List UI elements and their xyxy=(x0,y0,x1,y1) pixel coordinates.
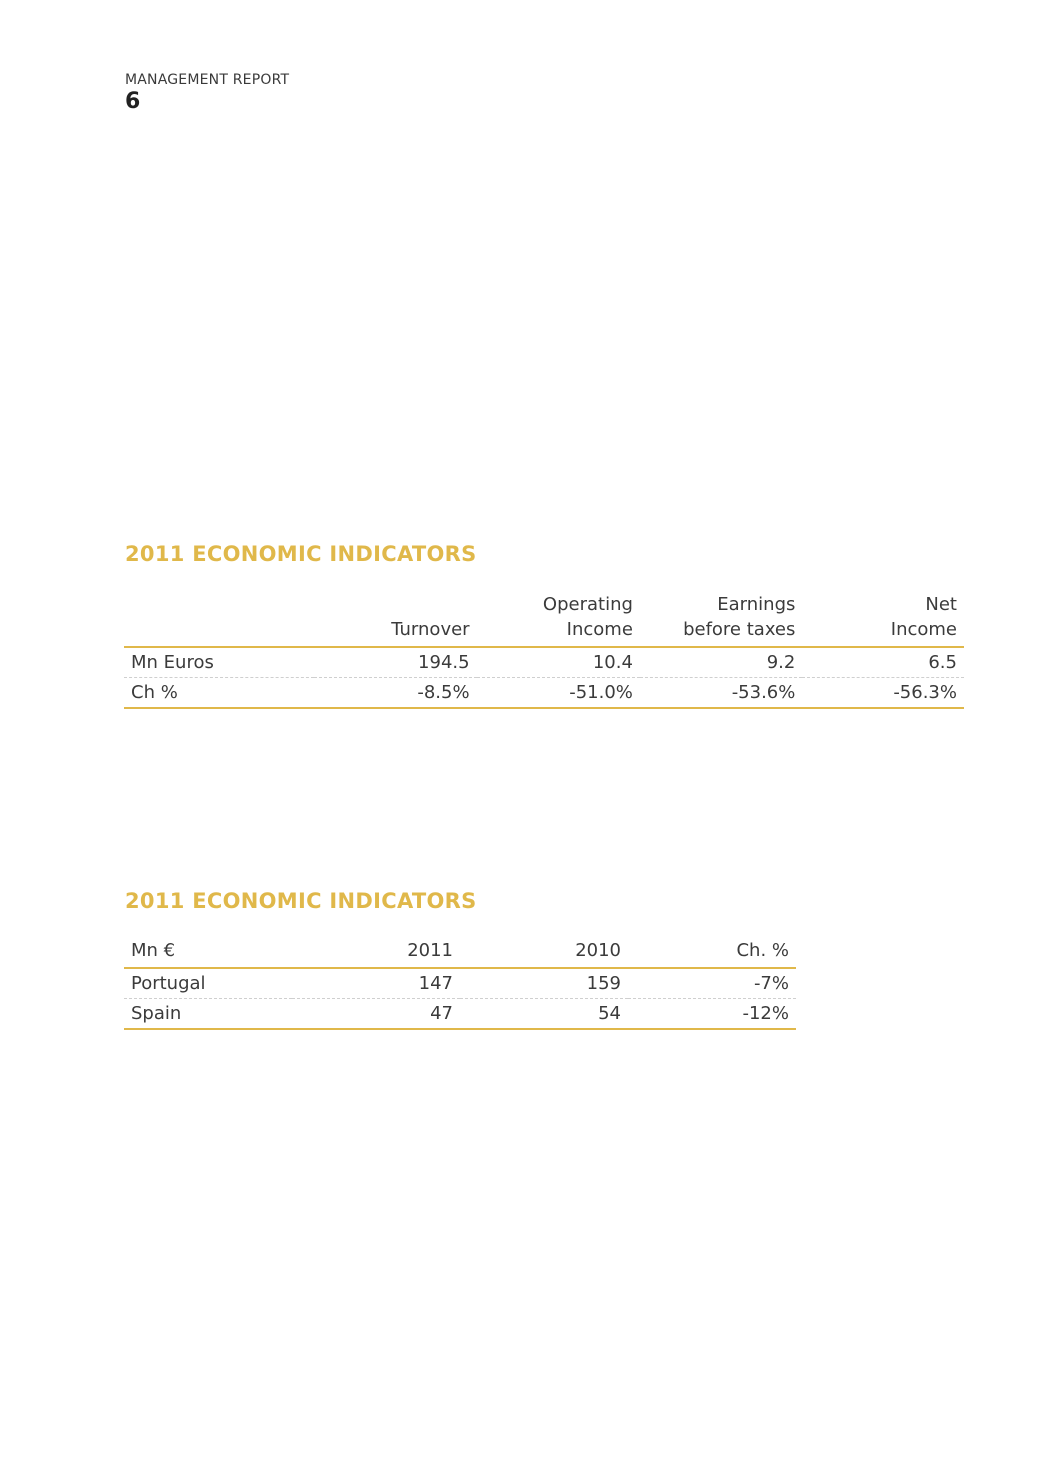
table-row xyxy=(124,968,796,999)
cell-value: 159 xyxy=(586,973,621,994)
header-cell-unit: Mn € xyxy=(131,940,176,961)
header-cell-earnings-before-taxes: Earnings before taxes xyxy=(683,594,796,640)
table-header-row xyxy=(124,592,964,647)
cell-value: -7% xyxy=(753,973,789,994)
indicators-table-title: 2011 ECONOMIC INDICATORS xyxy=(125,542,477,566)
cell-value: 9.2 xyxy=(766,652,796,673)
header-cell-empty xyxy=(124,592,314,647)
cell-value: 54 xyxy=(598,1003,621,1024)
header-cell-turnover: Turnover xyxy=(391,619,470,640)
header-cell-2011: 2011 xyxy=(407,940,453,961)
cell-value: 6.5 xyxy=(928,652,957,673)
cell-value: 47 xyxy=(430,1003,453,1024)
table-header-row xyxy=(124,938,796,968)
country-table xyxy=(124,938,796,1030)
cell-value: -8.5% xyxy=(417,682,470,703)
table-row xyxy=(124,647,964,678)
header-cell-change: Ch. % xyxy=(736,940,789,961)
row-label: Mn Euros xyxy=(131,652,214,673)
cell-value: 147 xyxy=(418,973,453,994)
cell-value: -51.0% xyxy=(569,682,633,703)
cell-value: -53.6% xyxy=(731,682,796,703)
page-header xyxy=(125,72,289,115)
header-cell-2010: 2010 xyxy=(575,940,621,961)
country-table-title: 2011 ECONOMIC INDICATORS xyxy=(125,889,477,913)
table-row xyxy=(124,999,796,1030)
row-label: Ch % xyxy=(131,682,178,703)
cell-value: 194.5 xyxy=(418,652,470,673)
row-label: Spain xyxy=(131,1003,182,1024)
indicators-table xyxy=(124,592,964,709)
cell-value: -56.3% xyxy=(893,682,957,703)
row-label: Portugal xyxy=(131,973,206,994)
cell-value: 10.4 xyxy=(592,652,633,673)
page-number: 6 xyxy=(125,89,141,114)
cell-value: -12% xyxy=(742,1003,789,1024)
section-label: MANAGEMENT REPORT xyxy=(125,72,290,88)
header-cell-net-income: Net Income xyxy=(890,594,957,640)
header-cell-operating-income: Operating Income xyxy=(542,594,633,640)
table-row xyxy=(124,678,964,709)
